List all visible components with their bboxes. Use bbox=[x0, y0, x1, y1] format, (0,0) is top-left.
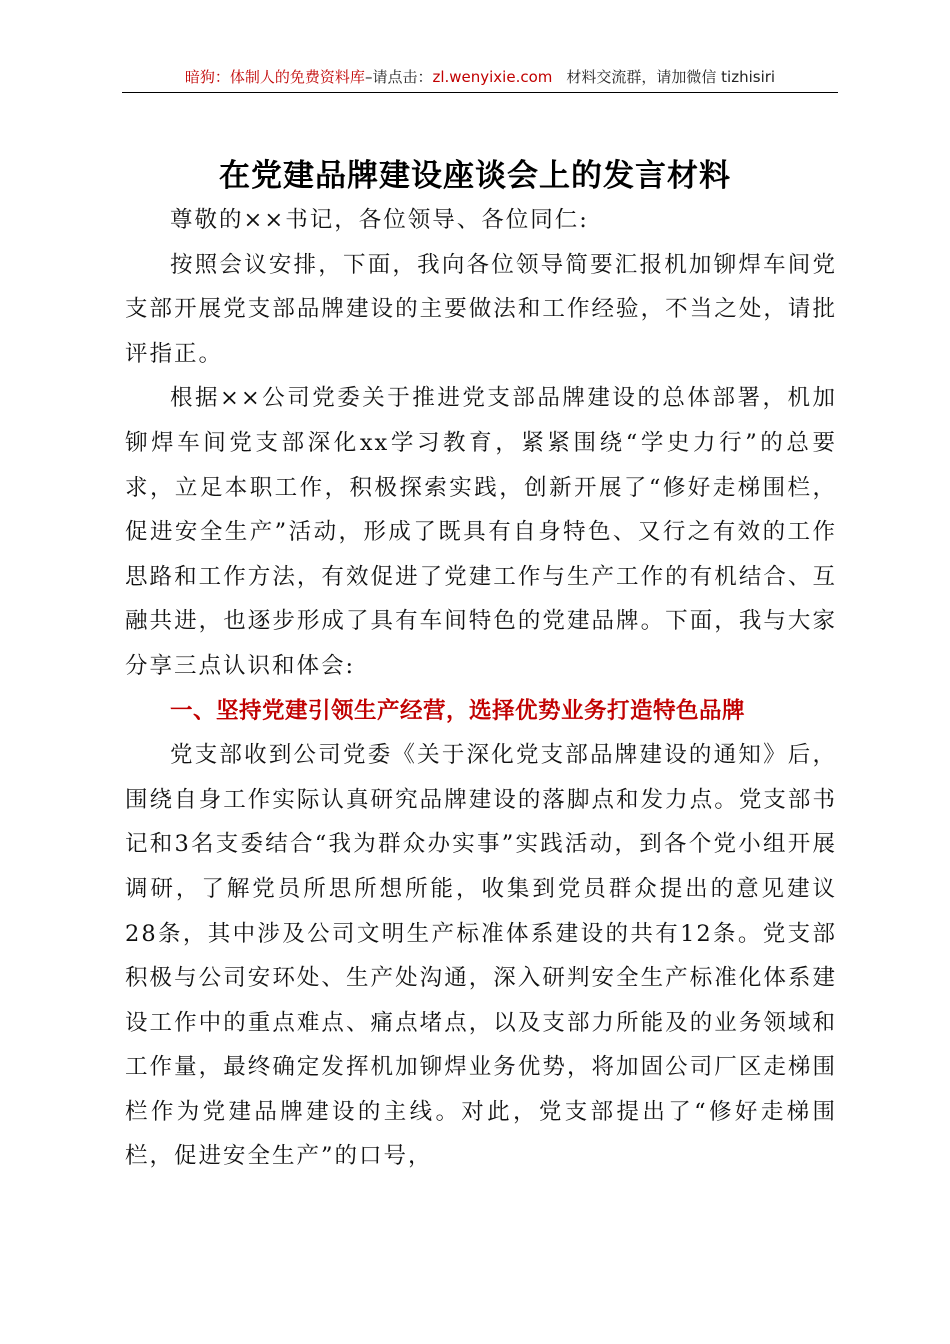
salutation: 尊敬的××书记，各位领导、各位同仁: bbox=[170, 207, 589, 233]
document-title: 在党建品牌建设座谈会上的发言材料 bbox=[219, 158, 731, 194]
document-body bbox=[125, 198, 837, 1179]
header-url-link[interactable]: zl.wenyixie.com bbox=[432, 68, 553, 86]
header-wechat-note: 材料交流群，请加微信 tizhisiri bbox=[566, 68, 776, 86]
body-paragraph-2: 根据××公司党委关于推进党支部品牌建设的总体部署，机加铆焊车间党支部深化xx学习教育，紧紧围绕“学史力行”的总要求，立足本职工作，积极探索实践，创新开展了“修好走梯围栏，促进安全生产”活动，形成了既具有自身特色、又行之有效的工作思路和工作方法，有效促进了党建工作与生产工作的有机结合、互融共进，也逐步形成了具有车间特色的党建品牌。下面，我与大家分享三点认识和体会: bbox=[125, 385, 837, 679]
section-heading-1: 一、坚持党建引领生产经营，选择优势业务打造特色品牌 bbox=[170, 697, 746, 724]
header-site-name: 暗狗：体制人的免费资料库 bbox=[184, 68, 365, 86]
body-paragraph-1: 按照会议安排，下面，我向各位领导简要汇报机加铆焊车间党支部开展党支部品牌建设的主要做法和工作经验，不当之处，请批评指正。 bbox=[125, 251, 837, 367]
header-click-prompt: –请点击： bbox=[364, 68, 433, 86]
section-paragraph-1: 党支部收到公司党委《关于深化党支部品牌建设的通知》后，围绕自身工作实际认真研究品牌建设的落脚点和发力点。党支部书记和3名支委结合“我为群众办实事”实践活动，到各个党小组开展调研，了解党员所思所想所能，收集到党员群众提出的意见建议28条，其中涉及公司文明生产标准体系建设的共有12条。党支部积极与公司安环处、生产处沟通，深入研判安全生产标准化体系建设工作中的重点难点、痛点堵点，以及支部力所能及的业务领域和工作量，最终确定发挥机加铆焊业务优势，将加固公司厂区走梯围栏作为党建品牌建设的主线。对此，党支部提出了“修好走梯围栏，促进安全生产”的口号， bbox=[125, 742, 837, 1170]
page-header bbox=[122, 64, 838, 93]
